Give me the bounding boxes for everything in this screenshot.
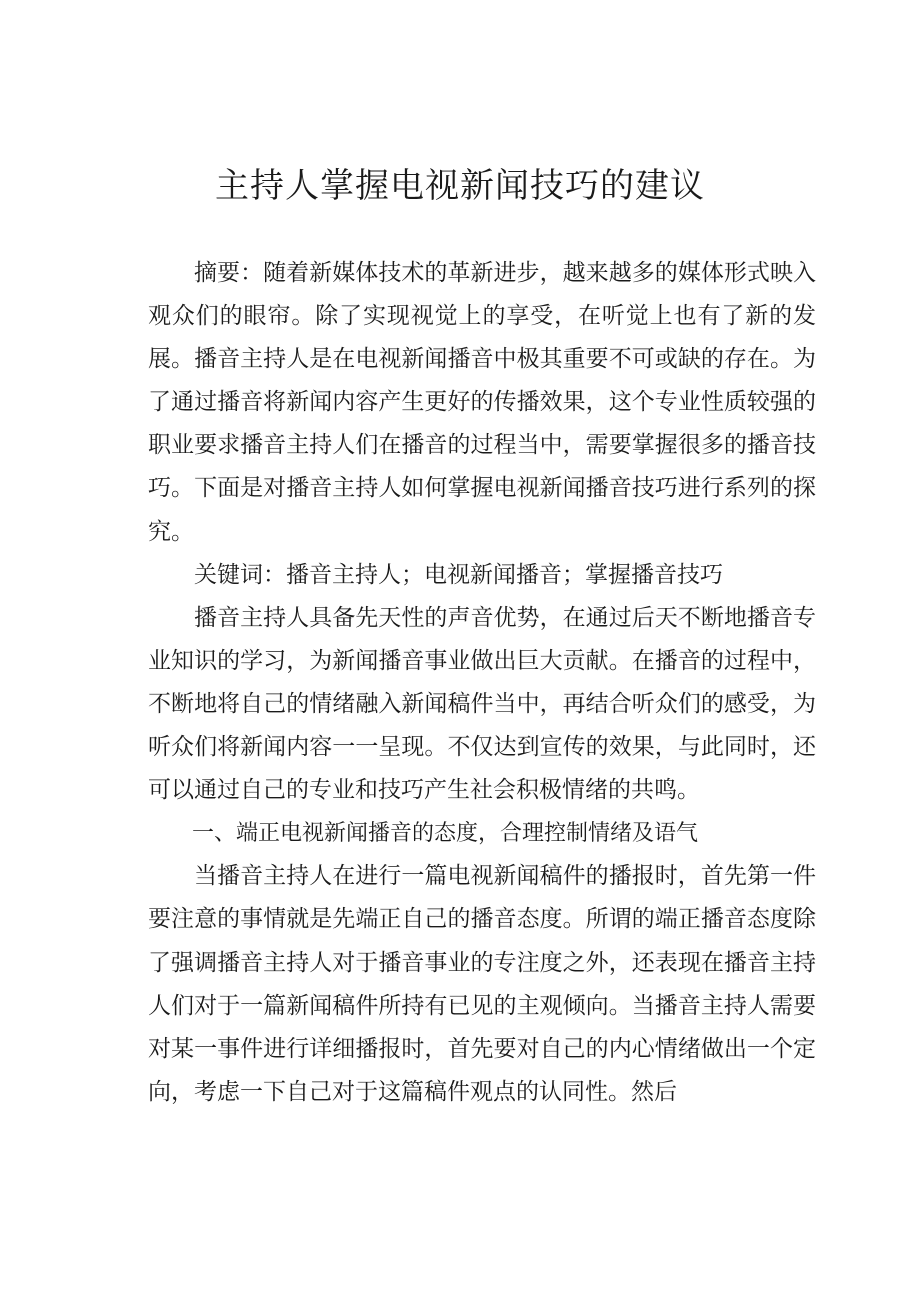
- abstract-label: 摘要：: [194, 260, 264, 286]
- keywords-paragraph: [148, 554, 816, 597]
- abstract-text: 随着新媒体技术的革新进步，越来越多的媒体形式映入观众们的眼帘。除了实现视觉上的享受，在听觉上也有了新的发展。播音主持人是在电视新闻播音中极其重要不可或缺的存在。为了通过播音将新闻内容产生更好的传播效果，这个专业性质较强的职业要求播音主持人们在播音的过程当中，需要掌握很多的播音技巧。下面是对播音主持人如何掌握电视新闻播音技巧进行系列的探究。: [148, 260, 817, 545]
- abstract-paragraph: [148, 252, 816, 554]
- keywords-label: 关键词：: [194, 561, 286, 588]
- section-heading: 一、端正电视新闻播音的态度，合理控制情绪及语气: [192, 821, 699, 847]
- document-body: [148, 252, 816, 1114]
- section-paragraph: 当播音主持人在进行一篇电视新闻稿件的播报时，首先第一件要注意的事情就是先端正自己的播音态度。所谓的端正播音态度除了强调播音主持人对于播音事业的专注度之外，还表现在播音主持人们对于一篇新闻稿件所持有已见的主观倾向。当播音主持人需要对某一事件进行详细播报时，首先要对自己的内心情绪做出一个定向，考虑一下自己对于这篇稿件观点的认同性。然后: [148, 863, 816, 1105]
- keywords-text: 播音主持人；电视新闻播音；掌握播音技巧: [286, 561, 723, 588]
- document-title: 主持人掌握电视新闻技巧的建议: [215, 166, 705, 206]
- intro-paragraph: 播音主持人具备先天性的声音优势，在通过后天不断地播音专业知识的学习，为新闻播音事业做出巨大贡献。在播音的过程中，不断地将自己的情绪融入新闻稿件当中，再结合听众们的感受，为听众们将新闻内容一一呈现。不仅达到宣传的效果，与此同时，还可以通过自己的专业和技巧产生社会积极情绪的共鸣。: [148, 604, 816, 804]
